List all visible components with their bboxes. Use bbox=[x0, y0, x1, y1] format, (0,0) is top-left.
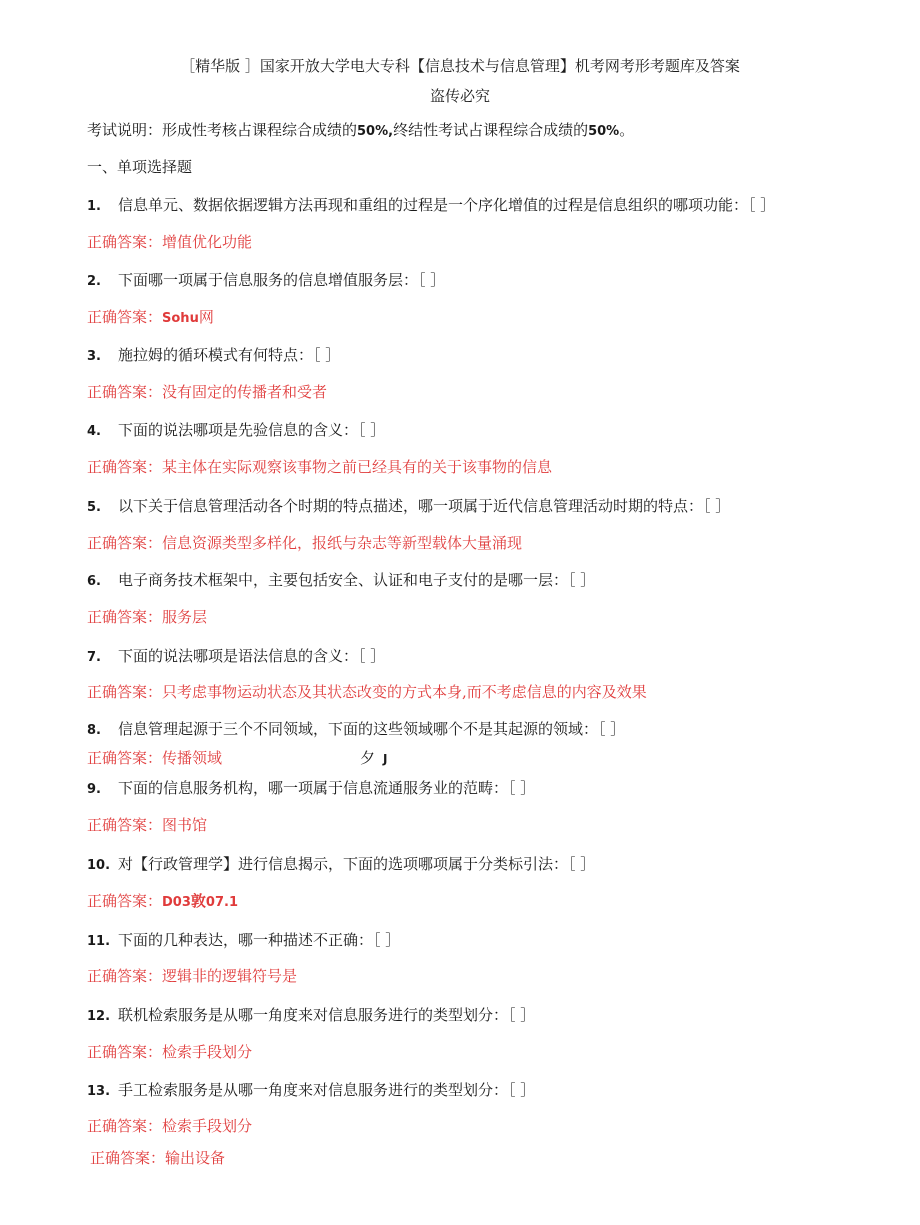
section-title: 一、单项选择题 bbox=[87, 158, 193, 176]
answer-item: 正确答案：服务层 bbox=[87, 608, 208, 626]
question-item: 6. 电子商务技术框架中，主要包括安全、认证和电子支付的是哪一层：［ ］ bbox=[87, 571, 596, 589]
answer-item: 正确答案：Sohu网 bbox=[87, 308, 214, 326]
question-item: 12. 联机检索服务是从哪一角度来对信息服务进行的类型划分：［ ］ bbox=[87, 1006, 536, 1024]
exam-intro: 考试说明：形成性考核占课程综合成绩的50%,终结性考试占课程综合成绩的50%。 bbox=[87, 121, 635, 139]
answer-item: 正确答案：信息资源类型多样化，报纸与杂志等新型载体大量涌现 bbox=[87, 534, 523, 552]
question-item: 5. 以下关于信息管理活动各个时期的特点描述，哪一项属于近代信息管理活动时期的特点：［ ］ bbox=[87, 497, 731, 515]
answer-item: 正确答案：没有固定的传播者和受者 bbox=[87, 383, 328, 401]
document-subtitle: 盗传必究 bbox=[429, 87, 490, 105]
answer-item: 正确答案：检索手段划分 bbox=[87, 1043, 253, 1061]
question-item: 11. 下面的几种表达，哪一种描述不正确：［ ］ bbox=[87, 931, 401, 949]
answer-item: 正确答案：逻辑非的逻辑符号是 bbox=[87, 967, 298, 985]
question-item: 10. 对【行政管理学】进行信息揭示，下面的选项哪项属于分类标引法：［ ］ bbox=[87, 855, 596, 873]
question-item: 4. 下面的说法哪项是先验信息的含义：［ ］ bbox=[87, 421, 386, 439]
question-item: 3. 施拉姆的循环模式有何特点：［ ］ bbox=[87, 346, 341, 364]
question-item: 8. 信息管理起源于三个不同领域，下面的这些领域哪个不是其起源的领域：［ ］ bbox=[87, 720, 626, 738]
question-item: 7. 下面的说法哪项是语法信息的含义：［ ］ bbox=[87, 647, 386, 665]
answer-item: 正确答案：输出设备 bbox=[90, 1149, 226, 1167]
question-item: 2. 下面哪一项属于信息服务的信息增值服务层：［ ］ bbox=[87, 271, 446, 289]
question-item: 13. 手工检索服务是从哪一角度来对信息服务进行的类型划分：［ ］ bbox=[87, 1081, 536, 1099]
answer-item: 正确答案：增值优化功能 bbox=[87, 233, 253, 251]
answer-item: 正确答案：只考虑事物运动状态及其状态改变的方式本身,而不考虑信息的内容及效果 bbox=[87, 683, 647, 701]
document-title: ［精华版 ］国家开放大学电大专科【信息技术与信息管理】机考网考形考题库及答案 bbox=[180, 57, 740, 75]
question-item: 1. 信息单元、数据依据逻辑方法再现和重组的过程是一个序化增值的过程是信息组织的哪项功能：［ ］ bbox=[87, 196, 776, 214]
stray-marks: 夕 J bbox=[360, 749, 388, 767]
question-item: 9. 下面的信息服务机构，哪一项属于信息流通服务业的范畴：［ ］ bbox=[87, 779, 536, 797]
answer-item: 正确答案：某主体在实际观察该事物之前已经具有的关于该事物的信息 bbox=[87, 458, 553, 476]
answer-item: 正确答案：传播领域 bbox=[87, 749, 223, 767]
answer-item: 正确答案：图书馆 bbox=[87, 816, 208, 834]
answer-item: 正确答案：D03敦07.1 bbox=[87, 892, 238, 910]
answer-item: 正确答案：检索手段划分 bbox=[87, 1117, 253, 1135]
